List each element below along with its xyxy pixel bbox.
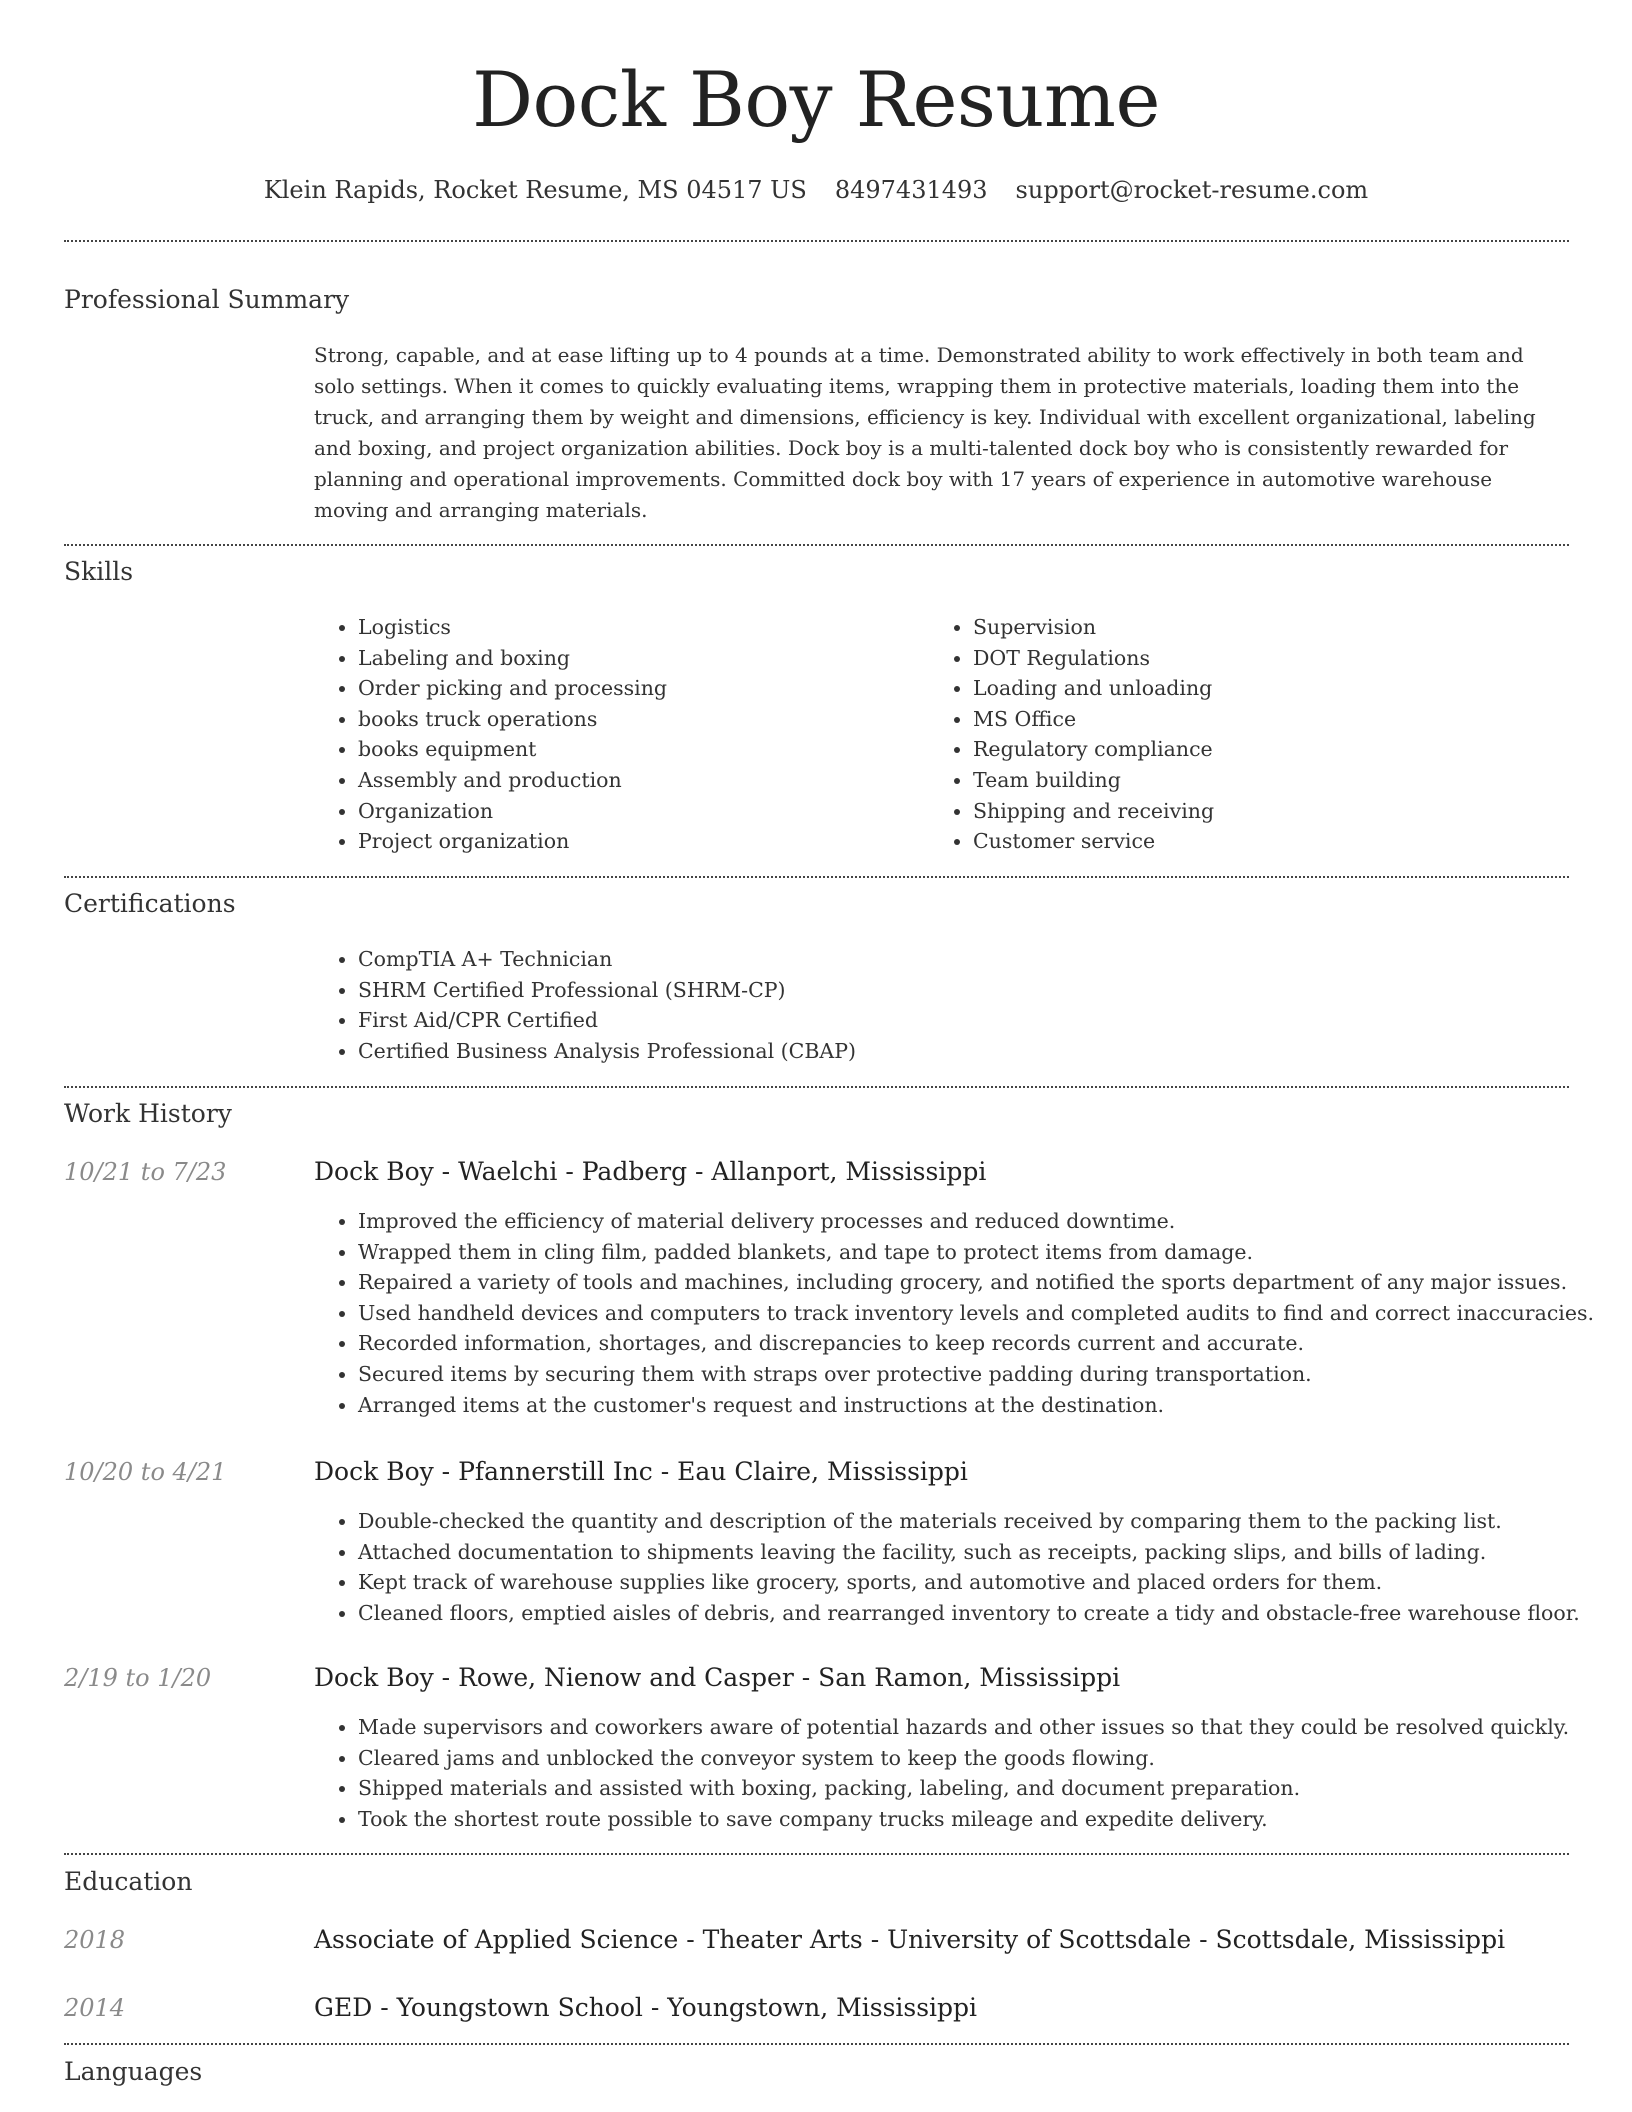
skill-item: • Shipping and receiving: [973, 796, 1573, 827]
section-divider: [64, 544, 1569, 546]
job-bullet: • Wrapped them in cling film, padded blankets, and tape to protect items from damage.: [358, 1237, 1628, 1268]
job-bullet: • Kept track of warehouse supplies like grocery, sports, and automotive and placed orders for them.: [358, 1567, 1628, 1598]
resume-title: Dock Boy Resume: [472, 55, 1160, 144]
section-divider: [64, 2043, 1569, 2045]
contact-address: Klein Rapids, Rocket Resume, MS 04517 US: [263, 176, 807, 204]
section-divider: [64, 1086, 1569, 1088]
job-bullet: • Cleaned floors, emptied aisles of debris, and rearranged inventory to create a tidy and obstacle-free warehouse floor.: [358, 1598, 1628, 1629]
certification-item: • First Aid/CPR Certified: [358, 1005, 1558, 1036]
skills-heading: Skills: [64, 557, 134, 586]
job-bullets: [314, 1712, 1628, 1834]
education-heading: Education: [64, 1867, 193, 1896]
certification-item: • CompTIA A+ Technician: [358, 944, 1558, 975]
job-bullets: [314, 1206, 1628, 1420]
skill-item: • Project organization: [358, 826, 918, 857]
job-bullet: • Improved the efficiency of material delivery processes and reduced downtime.: [358, 1206, 1628, 1237]
job-dates: 10/20 to 4/21: [64, 1458, 227, 1486]
job-bullet: • Took the shortest route possible to save company trucks mileage and expedite delivery.: [358, 1804, 1628, 1835]
section-divider: [64, 876, 1569, 878]
contact-line: [0, 170, 1632, 210]
skill-item: • Supervision: [973, 612, 1573, 643]
skill-item: • Regulatory compliance: [973, 734, 1573, 765]
skill-item: • Assembly and production: [358, 765, 918, 796]
languages-heading: Languages: [64, 2057, 203, 2086]
contact-phone: 8497431493: [834, 176, 988, 204]
skill-item: • Loading and unloading: [973, 673, 1573, 704]
skill-item: • MS Office: [973, 704, 1573, 735]
job-title: Dock Boy - Pfannerstill Inc - Eau Claire, Mississippi: [314, 1457, 968, 1486]
education-year: 2018: [64, 1926, 126, 1954]
job-bullet: • Attached documentation to shipments leaving the facility, such as receipts, packing slips, and bills of lading.: [358, 1537, 1628, 1568]
skill-item: • Logistics: [358, 612, 918, 643]
job-bullet: • Cleared jams and unblocked the conveyor system to keep the goods flowing.: [358, 1743, 1628, 1774]
education-degree: GED - Youngstown School - Youngstown, Mississippi: [314, 1993, 978, 2022]
summary-text: Strong, capable, and at ease lifting up to 4 pounds at a time. Demonstrated ability to work effectively in both team and solo settings. When it comes to quickly evaluating items, wrapping them in protective materials, loading them into the truck, and arranging them by weight and dimensions, efficiency is key. Individual with excellent organizational, labeling and boxing, and project organization abilities. Dock boy is a multi-talented dock boy who is consistently rewarded for planning and operational improvements. Committed dock boy with 17 years of experience in automotive warehouse moving and arranging materials.: [314, 343, 1536, 522]
work-history-heading: Work History: [64, 1099, 232, 1128]
certifications-list: [314, 944, 1558, 1066]
skill-item: • Team building: [973, 765, 1573, 796]
job-dates: 10/21 to 7/23: [64, 1158, 227, 1186]
skill-item: • DOT Regulations: [973, 643, 1573, 674]
job-dates: 2/19 to 1/20: [64, 1664, 212, 1692]
contact-email: support@rocket-resume.com: [1015, 176, 1369, 204]
skill-item: • Labeling and boxing: [358, 643, 918, 674]
skill-item: • Order picking and processing: [358, 673, 918, 704]
job-bullet: • Double-checked the quantity and description of the materials received by comparing them to the packing list.: [358, 1506, 1628, 1537]
section-divider: [64, 1853, 1569, 1855]
skill-item: • Customer service: [973, 826, 1573, 857]
job-bullet: • Secured items by securing them with straps over protective padding during transportation.: [358, 1359, 1628, 1390]
education-year: 2014: [64, 1994, 126, 2022]
job-bullet: • Repaired a variety of tools and machines, including grocery, and notified the sports department of any major issues.: [358, 1267, 1628, 1298]
job-bullet: • Recorded information, shortages, and discrepancies to keep records current and accurate.: [358, 1328, 1628, 1359]
job-title: Dock Boy - Rowe, Nienow and Casper - San Ramon, Mississippi: [314, 1663, 1121, 1692]
job-bullets: [314, 1506, 1628, 1628]
skill-item: • books truck operations: [358, 704, 918, 735]
skills-list-left: [314, 612, 918, 857]
summary-heading: Professional Summary: [64, 285, 350, 314]
job-bullet: • Shipped materials and assisted with boxing, packing, labeling, and document preparation.: [358, 1773, 1628, 1804]
job-title: Dock Boy - Waelchi - Padberg - Allanport, Mississippi: [314, 1157, 987, 1186]
job-bullet: • Used handheld devices and computers to track inventory levels and completed audits to find and correct inaccuracies.: [358, 1298, 1628, 1329]
certification-item: • SHRM Certified Professional (SHRM-CP): [358, 975, 1558, 1006]
skill-item: • Organization: [358, 796, 918, 827]
education-degree: Associate of Applied Science - Theater Arts - University of Scottsdale - Scottsdale, Mississippi: [314, 1925, 1506, 1954]
certification-item: • Certified Business Analysis Professional (CBAP): [358, 1036, 1558, 1067]
skill-item: • books equipment: [358, 734, 918, 765]
job-bullet: • Arranged items at the customer's request and instructions at the destination.: [358, 1390, 1628, 1421]
skills-list-right: [929, 612, 1573, 857]
certifications-heading: Certifications: [64, 889, 236, 918]
job-bullet: • Made supervisors and coworkers aware of potential hazards and other issues so that they could be resolved quickly.: [358, 1712, 1628, 1743]
section-divider: [64, 240, 1569, 242]
